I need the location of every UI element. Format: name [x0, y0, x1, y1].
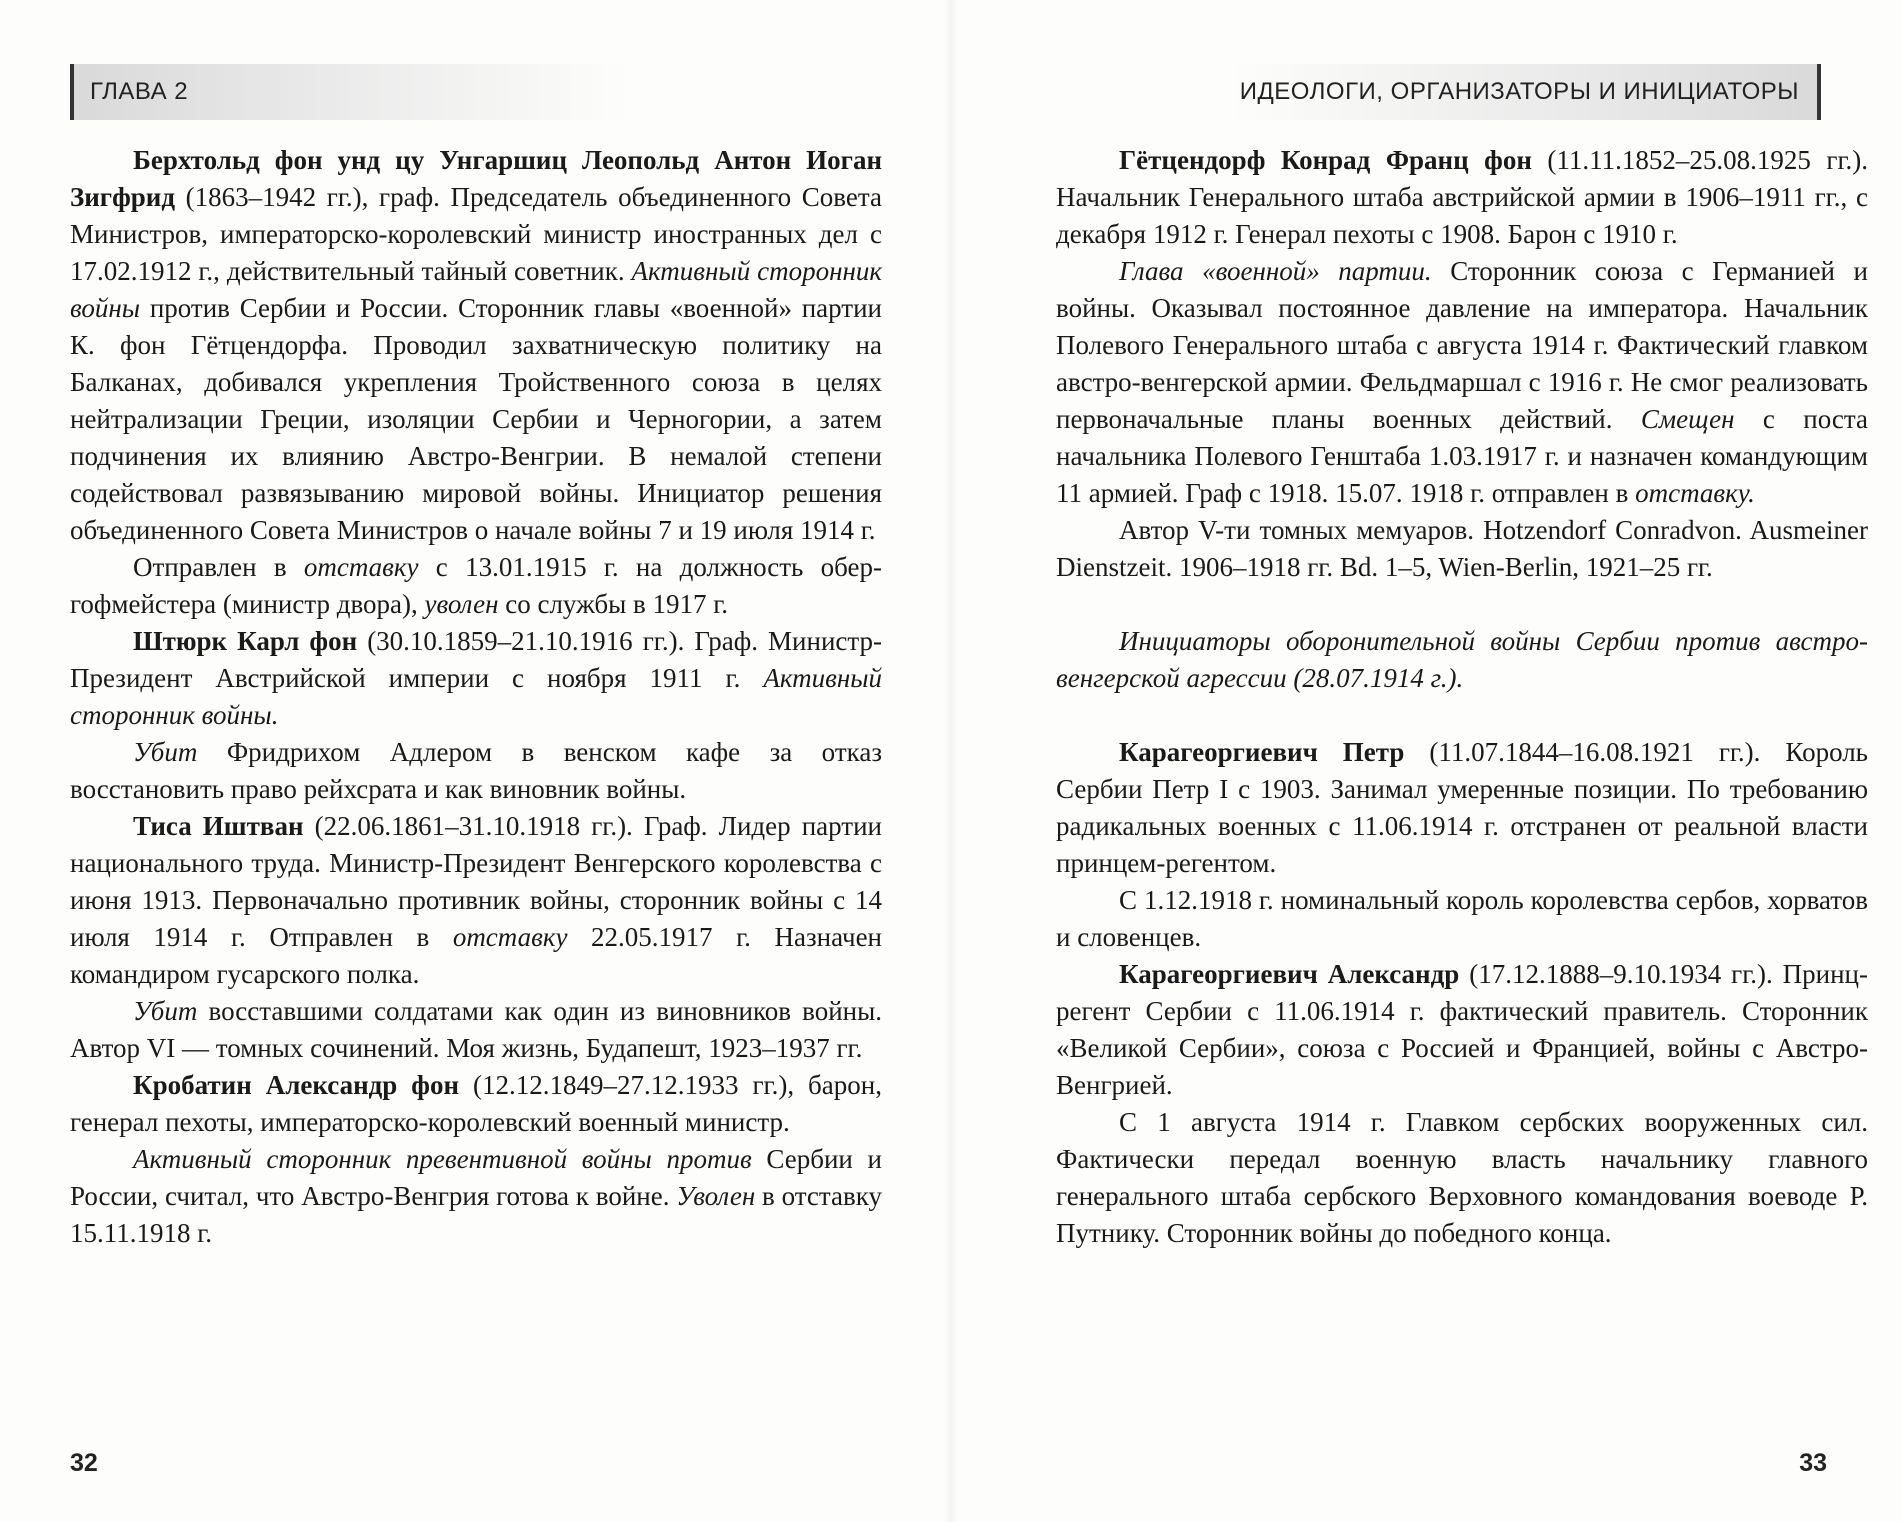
paragraph	[1056, 882, 1868, 956]
entry-text: (11.07.1844–16.08.1921 гг.). Король Сербии Петр I с 1903. Занимал умеренные позиции. По требованию радикальных военных с 11.06.1914 г. отстранен от реальной власти принцем-регентом.	[1056, 737, 1868, 878]
entry-text: (11.11.1852–25.08.1925 гг.). Начальник Генерального штаба австрийской армии в 1906–1911 гг., с декабря 1912 г. Генерал пехоты с 1908. Барон с 1910 г.	[1056, 145, 1868, 249]
entry-text: (1863–1942 гг.), граф. Председатель объединенного Совета Министров, императорско-королевский министр иностранных дел с 17.02.1912 г., действительный тайный советник.	[70, 182, 882, 286]
entry-text: Сербии и России, считал, что Австро-Венгрия готова к войне.	[70, 1144, 882, 1211]
entry-krobatin	[70, 1067, 882, 1141]
entry-italic: Активный сторонник войны	[70, 256, 882, 323]
entry-text: Автор V-ти томных мемуаров. Hotzendorf Conradvon. Ausmeiner Dienstzeit. 1906–1918 гг. Bd. 1–5, Wien-Berlin, 1921–25 гг.	[1056, 515, 1868, 582]
right-page	[951, 0, 1902, 1522]
paragraph	[70, 549, 882, 623]
entry-text: восставшими солдатами как один из виновников войны. Автор VI — томных сочинений. Моя жизнь, Будапешт, 1923–1937 гг.	[70, 996, 882, 1063]
entry-text: (30.10.1859–21.10.1916 гг.). Граф. Министр-Президент Австрийской империи с ноября 1911 г.	[70, 626, 882, 693]
paragraph	[70, 993, 882, 1067]
left-text-column	[70, 142, 882, 1252]
page-number: 33	[1799, 1449, 1827, 1477]
paragraph	[1056, 512, 1868, 586]
entry-name: Гётцендорф Конрад Франц фон	[1119, 145, 1532, 175]
section-subheading	[1056, 623, 1868, 697]
entry-italic: уволен	[424, 589, 499, 619]
page-number: 32	[70, 1449, 98, 1477]
entry-italic: Уволен	[676, 1181, 756, 1211]
entry-text: с поста начальника Полевого Генштаба 1.03.1917 г. и назначен командующим 11 армией. Граф с 1918. 15.07. 1918 г. отправлен в	[1056, 404, 1869, 508]
entry-text: Отправлен в	[133, 552, 304, 582]
entry-text: (17.12.1888–9.10.1934 гг.). Принц-регент Сербии с 11.06.1914 г. фактический правитель. Сторонник «Великой Сербии», союза с Россией и Францией, войны с Австро-Венгрией.	[1056, 959, 1868, 1100]
entry-italic: отставку.	[1635, 478, 1755, 508]
entry-name: Кробатин Александр фон	[133, 1070, 460, 1100]
entry-italic: отставку	[303, 552, 419, 582]
entry-name: Карагеоргиевич Петр	[1119, 737, 1405, 767]
entry-italic: Глава «военной» партии.	[1119, 256, 1432, 286]
entry-text: С 1 августа 1914 г. Главком сербских вооруженных сил. Фактически передал военную власть начальнику главного генерального штаба сербского Верховного командования воеводе Р. Путнику. Сторонник войны до победного конца.	[1056, 1107, 1868, 1248]
section-title: ИДЕОЛОГИ, ОРГАНИЗАТОРЫ И ИНИЦИАТОРЫ	[1239, 78, 1799, 105]
left-running-header	[70, 64, 870, 120]
entry-italic: Убит	[133, 996, 198, 1026]
entry-text: (12.12.1849–27.12.1933 гг.), барон, генерал пехоты, императорско-королевский военный министр.	[70, 1070, 882, 1137]
entry-tisza	[70, 808, 882, 993]
chapter-title: ГЛАВА 2	[90, 78, 189, 105]
entry-text: в отставку 15.11.1918 г.	[70, 1181, 882, 1248]
entry-berchtold	[70, 142, 882, 549]
entry-text: 22.05.1917 г. Назначен командиром гусарского полка.	[70, 922, 882, 989]
entry-name: Карагеоргиевич Александр	[1119, 959, 1460, 989]
entry-text: с 13.01.1915 г. на должность обер-гофмейстера (министр двора),	[70, 552, 883, 619]
entry-italic: Смещен	[1640, 404, 1735, 434]
entry-italic: Активный сторонник войны.	[70, 663, 882, 730]
entry-karageorgievich-aleksandr	[1056, 956, 1868, 1104]
entry-text: против Сербии и России. Сторонник главы «военной» партии К. фон Гётцендорфа. Проводил захватническую политику на Балканах, добивался укрепления Тройственного союза в целях нейтрализации Греции, изоляции Сербии и Черногории, а затем подчинения их влиянию Австро-Венгрии. В немалой степени содействовал развязыванию мировой войны. Инициатор решения объединенного Совета Министров о начале войны 7 и 19 июля 1914 г.	[70, 293, 882, 545]
entry-text: (22.06.1861–31.10.1918 гг.). Граф. Лидер партии национального труда. Министр-Президент Венгерского королевства с июня 1913. Первоначально противник войны, сторонник войны с 14 июля 1914 г. Отправлен в	[70, 811, 883, 952]
entry-italic: Активный сторонник превентивной войны против	[133, 1144, 752, 1174]
paragraph	[70, 734, 882, 808]
entry-name: Берхтольд фон унд цу Унгаршиц Леопольд Антон Иоган Зигфрид	[70, 145, 882, 212]
header-bar	[1817, 64, 1821, 120]
paragraph	[1056, 1104, 1868, 1252]
header-bar	[70, 64, 74, 120]
entry-karageorgievich-petr	[1056, 734, 1868, 882]
paragraph	[1056, 253, 1868, 512]
entry-name: Штюрк Карл фон	[133, 626, 358, 656]
entry-text: со службы в 1917 г.	[498, 589, 729, 619]
entry-hoetzendorf	[1056, 142, 1868, 253]
paragraph	[70, 1141, 882, 1252]
entry-stuergkh	[70, 623, 882, 734]
entry-text: С 1.12.1918 г. номинальный король королевства сербов, хорватов и словенцев.	[1056, 885, 1868, 952]
entry-italic: Убит	[133, 737, 198, 767]
entry-text: Сторонник союза с Германией и войны. Оказывал постоянное давление на императора. Начальник Полевого Генерального штаба с августа 1914 г. Фактический главком австро-венгерской армии. Фельдмаршал с 1916 г. Не смог реализовать первоначальные планы военных действий.	[1056, 256, 1868, 434]
right-text-column	[1056, 142, 1868, 1252]
entry-italic: Инициаторы оборонительной войны Сербии против австро-венгерской агрессии (28.07.1914 г.).	[1056, 626, 1868, 693]
entry-italic: отставку	[452, 922, 568, 952]
right-running-header	[1031, 64, 1821, 120]
entry-name: Тиса Иштван	[133, 811, 304, 841]
entry-text: Фридрихом Адлером в венском кафе за отказ восстановить право рейхсрата и как виновник войны.	[70, 737, 882, 804]
